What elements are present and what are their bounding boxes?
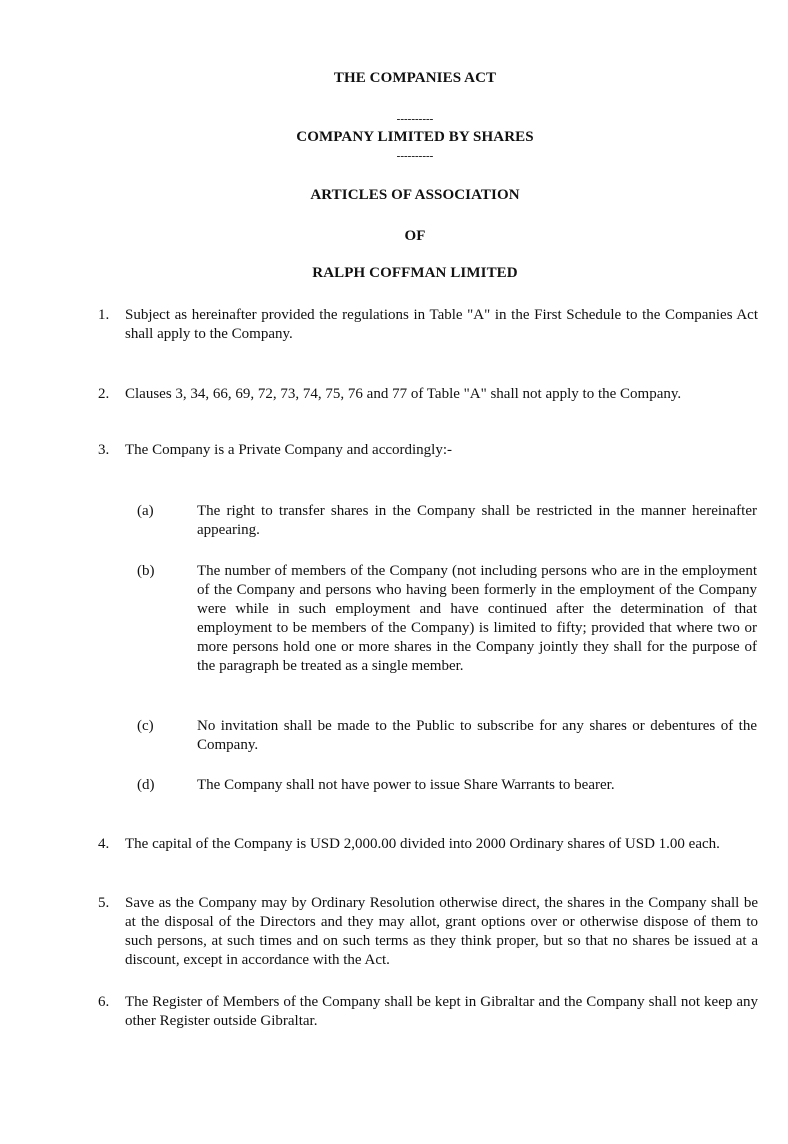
subclause-text: No invitation shall be made to the Public to subscribe for any shares or debentures of the Company. — [197, 718, 757, 753]
clause-number: 4. — [98, 836, 110, 852]
clause-text: The Company is a Private Company and accordingly:- — [125, 442, 453, 458]
clause-3 — [98, 441, 758, 460]
subclause-a — [137, 502, 757, 540]
subclause-c — [137, 717, 757, 755]
subclause-text: The right to transfer shares in the Company shall be restricted in the manner hereinafter appearing. — [197, 503, 757, 538]
act-title: THE COMPANIES ACT — [333, 70, 497, 86]
clause-number: 6. — [98, 994, 110, 1010]
clause-text: Save as the Company may by Ordinary Resolution otherwise direct, the shares in the Company shall be at the disposal of the Directors and they may allot, grant options over or otherwise dispose of them to such persons, at such times and on such terms as they think proper, but so that no shares be issued at a discount, except in accordance with the Act. — [125, 895, 758, 968]
subclause-label: (c) — [137, 718, 154, 734]
clause-text: Subject as hereinafter provided the regulations in Table "A" in the First Schedule to the Companies Act shall apply to the Company. — [125, 307, 758, 342]
subclause-label: (b) — [137, 563, 155, 579]
clause-4 — [98, 835, 758, 854]
document-title: ARTICLES OF ASSOCIATION — [310, 187, 520, 203]
clause-text: The capital of the Company is USD 2,000.00 divided into 2000 Ordinary shares of USD 1.00 each. — [125, 836, 720, 852]
clause-number: 5. — [98, 895, 110, 911]
clause-text: The Register of Members of the Company shall be kept in Gibraltar and the Company shall not keep any other Register outside Gibraltar. — [125, 994, 758, 1029]
company-name: RALPH COFFMAN LIMITED — [312, 265, 518, 281]
subclause-text: The Company shall not have power to issue Share Warrants to bearer. — [197, 777, 615, 793]
clause-number: 3. — [98, 442, 110, 458]
subclause-b — [137, 562, 757, 676]
separator-top: ---------- — [396, 113, 434, 125]
clause-6 — [98, 993, 758, 1031]
subclause-d — [137, 776, 757, 795]
subclause-text: The number of members of the Company (not including persons who are in the employment of the Company and persons who having been formerly in the employment of the Company were while in such employment and have continued after the determination of that employment to be members of the Company) is limited to fifty; provided that where two or more persons hold one or more shares in the Company jointly they shall for the purpose of the paragraph be treated as a single member. — [197, 563, 757, 674]
subclause-label: (a) — [137, 503, 154, 519]
company-type: COMPANY LIMITED BY SHARES — [296, 129, 534, 145]
clause-5 — [98, 894, 758, 970]
clause-number: 1. — [98, 307, 110, 323]
clause-number: 2. — [98, 386, 110, 402]
clause-2 — [98, 385, 758, 404]
separator-bottom: ---------- — [396, 150, 434, 162]
subclause-label: (d) — [137, 777, 155, 793]
clause-text: Clauses 3, 34, 66, 69, 72, 73, 74, 75, 76 and 77 of Table "A" shall not apply to the Company. — [125, 386, 682, 402]
clause-1 — [98, 306, 758, 344]
of-word: OF — [404, 228, 426, 244]
